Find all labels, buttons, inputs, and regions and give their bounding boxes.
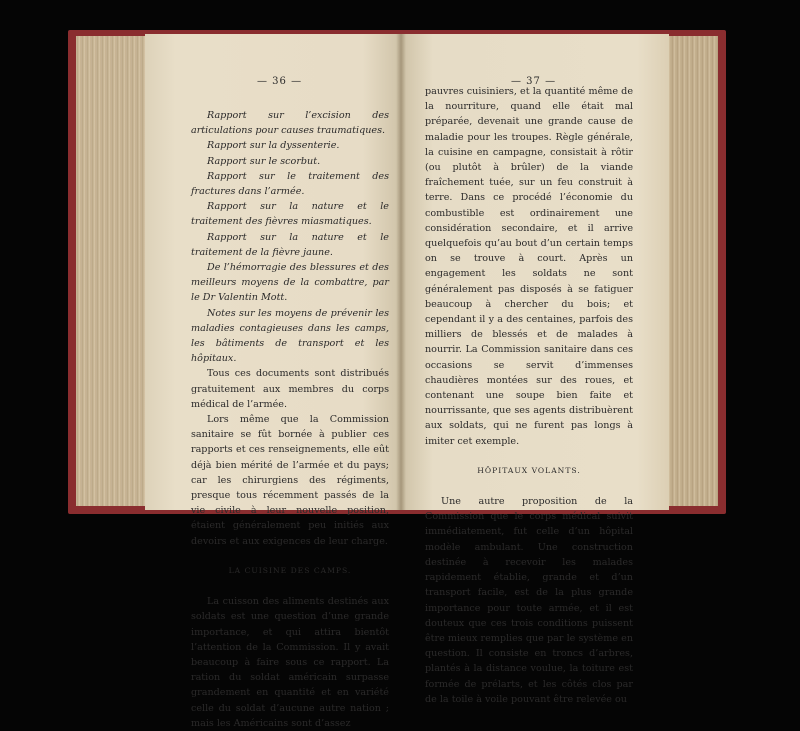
right-page bbox=[401, 34, 669, 705]
paragraph-cuisiniers: pauvres cuisiniers, et la quantité même de la nourriture, quand elle était mal préparée, devenait une grande cause de maladie pour les troupes. Règle générale, la cuisine en campagne, consistait à rôtir (ou plutôt à brûler) de la viande fraîchement tuée, sur un feu construit à terre. Dans ce procédé l’économie du combustible est ordinairement une considération secondaire, et il arrive quelquefois qu’au bout d’un certain temps on se trouve à court. Après un engagement les soldats ne sont généralement pas disposés à se fatiguer beaucoup à chercher du bois; et cependant il y a des centaines, parfois des milliers de blessés et de malades à nourrir. La Commission sanitaire dans ces occasions se servit d’immenses chaudières montées sur des roues, et contenant une soupe bien faite et nourrissante, que ses agents distribuèrent aux soldats, qui ne furent pas longs à imiter cet exemple. bbox=[425, 86, 633, 447]
paragraph-documents: Tous ces documents sont distribués gratuitement aux membres du corps médical de l’armée. bbox=[191, 368, 389, 410]
heading-cuisine: LA CUISINE DES CAMPS. bbox=[228, 565, 352, 575]
report-fievre-jaune: Rapport sur la nature et le traitement de la fièvre jaune. bbox=[191, 231, 389, 258]
report-excision: Rapport sur l’excision des articulations pour causes traumatiques. bbox=[191, 110, 389, 137]
notes-maladies: Notes sur les moyens de prévenir les maladies contagieuses dans les camps, les bâtiments de transport et les hôpitaux. bbox=[191, 307, 389, 365]
paragraph-cuisson: La cuisson des aliments destinés aux soldats est une question d’une grande importance, et qui attira bientôt l’attention de la Commission. Il y avait beaucoup à faire sous ce rapport. La ration du soldat américain surpasse grandement en quantité et en variété celle du soldat d’aucune autre nation ; mais les Américains sont d’assez bbox=[191, 596, 389, 729]
paragraph-hopital: Une autre proposition de la Commission que le corps médical suivit immédiatement, fut celle d’un hôpital modèle ambulant. Une construction destinée à recevoir les malades rapidement établie, grande et d’un transport facile, est de la plus grande importance pour toute armée, et il est douteux que ces trois conditions puissent être mieux remplies que par le système en question. Il consiste en troncs d’arbres, plantés à la distance voulue, la toiture est formée de prélarts, et les côtés clos par de la toile à voile pouvant être relevée ou bbox=[425, 496, 633, 705]
left-page-text bbox=[191, 108, 389, 731]
right-page-text bbox=[425, 84, 633, 707]
report-dyssenterie: Rapport sur la dyssenterie. bbox=[207, 140, 340, 152]
report-fractures: Rapport sur le traitement des fractures dans l’armée. bbox=[191, 170, 389, 198]
report-scorbut: Rapport sur le scorbut. bbox=[207, 155, 321, 167]
left-page-number: — 36 — bbox=[257, 76, 303, 87]
right-page-edges bbox=[666, 36, 718, 506]
left-page bbox=[145, 34, 401, 729]
right-page-number: — 37 — bbox=[511, 76, 557, 87]
report-hemorragie: De l’hémorragie des blessures et des meilleurs moyens de la combattre, par le Dr Valentin Mott. bbox=[191, 262, 389, 304]
left-page-edges bbox=[76, 36, 148, 506]
book-gutter bbox=[396, 34, 406, 510]
paragraph-commission: Lors même que la Commission sanitaire se fût bornée à publier ces rapports et ces renseignements, elle eût déjà bien mérité de l’armée et du pays; car les chirurgiens des régiments, presque tous récemment passés de la vie civile à leur nouvelle position, étaient généralement peu initiés aux devoirs et aux exigences de leur charge. bbox=[191, 414, 389, 547]
report-fievres: Rapport sur la nature et le traitement des fièvres miasmatiques. bbox=[191, 201, 389, 228]
heading-hopitaux: HÔPITAUX VOLANTS. bbox=[477, 465, 581, 475]
